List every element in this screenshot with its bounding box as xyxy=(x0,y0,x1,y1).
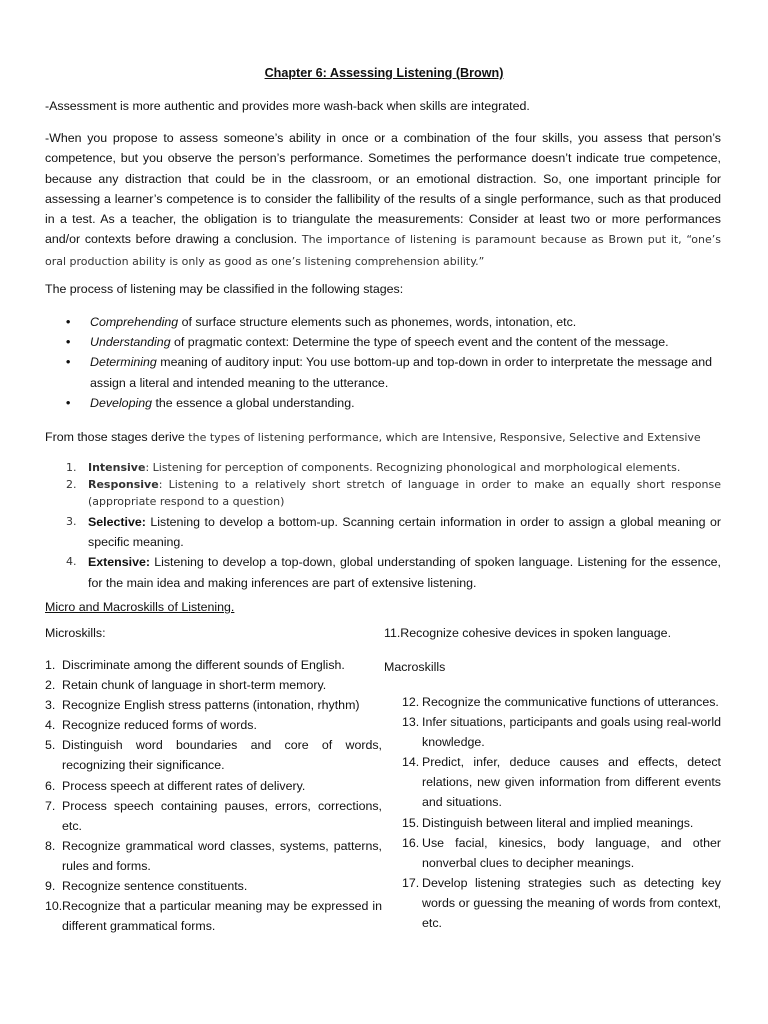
bullet-icon: • xyxy=(66,355,71,370)
item-number: 3. xyxy=(66,515,77,528)
stage-text: of pragmatic context: Determine the type of speech event and the content of the message. xyxy=(170,335,669,350)
stage-term: Determining xyxy=(90,355,157,370)
skill-text: Retain chunk of language in short-term memory. xyxy=(62,678,327,693)
list-item xyxy=(66,332,721,352)
bullet-icon: • xyxy=(66,335,71,350)
list-item xyxy=(384,752,721,812)
item-number: 1. xyxy=(45,658,56,672)
stage-text: meaning of auditory input: You use bottom-up and top-down in order to interpretate the message and assign a literal and intended meaning to the utterance. xyxy=(90,355,713,390)
types-intro xyxy=(45,427,721,448)
microskills-list xyxy=(45,655,382,936)
bullet-icon: • xyxy=(66,395,71,410)
type-text: : Listening for perception of components. Recognizing phonological and morphological elements. xyxy=(145,461,681,474)
skill-text: Recognize sentence constituents. xyxy=(62,879,248,894)
skill-text: Use facial, kinesics, body language, and other nonverbal clues to decipher meanings. xyxy=(422,835,721,870)
list-item xyxy=(384,873,721,933)
skill-text: Predict, infer, deduce causes and effects, detect relations, new given information from different events and situations. xyxy=(422,755,721,810)
stage-term: Comprehending xyxy=(90,315,179,329)
type-term: Extensive: xyxy=(88,555,150,570)
paragraph-competence-quote: The importance of listening is paramount because as Brown put it, “one’s oral production ability is only as good as one’s listening comprehension ability.” xyxy=(45,233,721,268)
stages-intro: The process of listening may be classified in the following stages: xyxy=(45,282,404,296)
skill-text: Recognize English stress patterns (intonation, rhythm) xyxy=(62,698,360,713)
skill-text: Develop listening strategies such as detecting key words or guessing the meaning of words from context, etc. xyxy=(422,875,721,931)
skill-text: Discriminate among the different sounds of English. xyxy=(62,658,345,672)
list-item xyxy=(384,833,721,873)
skill-text: Process speech containing pauses, errors, corrections, etc. xyxy=(62,798,382,833)
macroskills-heading: Macroskills xyxy=(384,660,446,674)
list-item xyxy=(45,715,382,735)
skill-text: Infer situations, participants and goals using real-world knowledge. xyxy=(422,715,721,750)
item-number: 16. xyxy=(402,835,420,850)
list-item xyxy=(66,476,721,510)
item-number: 17. xyxy=(402,875,420,890)
macroskills-list xyxy=(384,692,721,933)
list-item xyxy=(45,836,382,876)
item-number: 4. xyxy=(45,718,56,733)
skill-text: Process speech at different rates of delivery. xyxy=(62,778,306,793)
item-number: 8. xyxy=(45,838,56,853)
skill-text: Recognize that a particular meaning may be expressed in different grammatical forms. xyxy=(62,899,382,934)
item-number: 2. xyxy=(45,678,56,693)
list-item xyxy=(66,312,721,332)
types-intro-lead: From those stages derive xyxy=(45,430,185,444)
list-item xyxy=(66,393,721,413)
section-heading: Micro and Macroskills of Listening. xyxy=(45,600,235,614)
list-item xyxy=(45,776,382,796)
item-number: 6. xyxy=(45,778,56,793)
list-item xyxy=(384,712,721,752)
item-number: 10. xyxy=(45,899,63,914)
item-number: 12. xyxy=(402,695,420,709)
item-number: 5. xyxy=(45,738,56,753)
item-number: 2. xyxy=(66,478,77,491)
paragraph-integration: -Assessment is more authentic and provides more wash-back when skills are integrated. xyxy=(45,99,530,113)
item-number: 14. xyxy=(402,755,420,770)
list-item xyxy=(66,459,721,476)
item-number: 1. xyxy=(66,461,77,474)
item-number: 13. xyxy=(402,715,420,730)
list-item xyxy=(45,675,382,695)
list-item xyxy=(384,813,721,833)
paragraph-competence xyxy=(45,128,721,272)
paragraph-competence-main: -When you propose to assess someone’s ability in once or a combination of the four skills, you assess that person’s competence, but you observe the person’s performance. Sometimes the performance doesn’t indicate true competence, because any distraction that could be in the classroom, or an emotional distraction. So, one important principle for assessing a learner’s competence is to consider the fallibility of the results of a single performance, such as that produced in a test. As a teacher, the obligation is to triangulate the measurements: Consider at least two or more performances and/or contexts before drawing a conclusion. xyxy=(45,131,721,247)
types-list xyxy=(66,459,721,593)
skill-text: Recognize reduced forms of words. xyxy=(62,718,257,733)
skill-text: Recognize grammatical word classes, systems, patterns, rules and forms. xyxy=(62,838,382,873)
list-item xyxy=(66,552,721,592)
type-term: Intensive xyxy=(88,461,146,474)
list-item xyxy=(45,796,382,836)
bullet-icon: • xyxy=(66,315,71,329)
stage-term: Developing xyxy=(90,395,152,410)
item-number: 15. xyxy=(402,815,420,830)
item-number: 4. xyxy=(66,555,77,569)
item-number: 3. xyxy=(45,698,56,713)
type-text: Listening to develop a top-down, global understanding of spoken language. Listening for the essence, for the main idea and making inferences are part of extensive listening. xyxy=(88,555,721,590)
list-item xyxy=(66,512,721,552)
stage-text: the essence a global understanding. xyxy=(152,395,355,410)
list-item xyxy=(45,735,382,775)
item-number: 9. xyxy=(45,879,56,894)
list-item xyxy=(45,876,382,896)
list-item xyxy=(66,352,721,392)
stage-term: Understanding xyxy=(90,335,171,350)
type-term: Selective: xyxy=(88,515,146,529)
type-text: Listening to develop a bottom-up. Scanning certain information in order to assign a global meaning or specific meaning. xyxy=(88,515,721,550)
skill-text: Distinguish word boundaries and core of words, recognizing their significance. xyxy=(62,738,382,773)
list-item xyxy=(384,692,721,712)
types-intro-rest: the types of listening performance, which are Intensive, Responsive, Selective and Extensive xyxy=(184,431,701,444)
skill-text: Recognize the communicative functions of utterances. xyxy=(422,695,719,709)
stage-text: of surface structure elements such as phonemes, words, intonation, etc. xyxy=(178,315,577,329)
microskills-heading: Microskills: xyxy=(45,626,106,640)
list-item xyxy=(45,695,382,715)
type-text: : Listening to a relatively short stretch of language in order to make an equally short response (appropriate respond to a question) xyxy=(88,478,721,508)
list-item xyxy=(45,896,382,936)
type-term: Responsive xyxy=(88,478,159,491)
item-number: 7. xyxy=(45,798,56,813)
microskill-11: 11.Recognize cohesive devices in spoken language. xyxy=(384,626,672,640)
list-item xyxy=(45,655,382,675)
page-title: Chapter 6: Assessing Listening (Brown) xyxy=(264,66,504,80)
stages-list xyxy=(66,312,721,413)
skill-text: Distinguish between literal and implied meanings. xyxy=(422,815,694,830)
